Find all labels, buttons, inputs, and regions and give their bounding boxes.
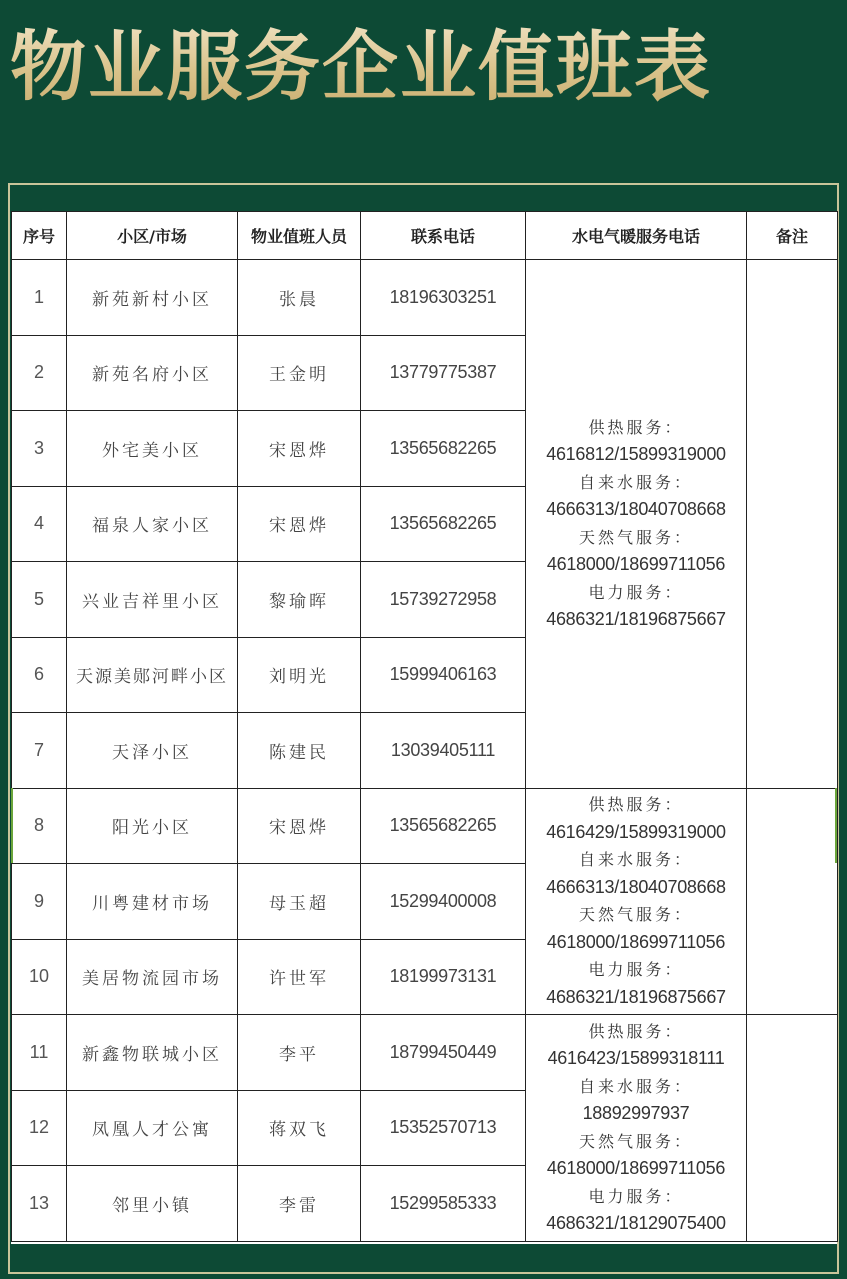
row-staff: 张晨 — [238, 260, 361, 336]
heat-label: 供热服务： — [588, 417, 684, 437]
row-phone: 15299400008 — [361, 864, 526, 940]
row-seq: 4 — [12, 486, 67, 562]
row-phone: 15352570713 — [361, 1090, 526, 1166]
row-staff: 许世军 — [238, 939, 361, 1015]
row-seq: 10 — [12, 939, 67, 1015]
header-phone: 联系电话 — [361, 212, 526, 260]
row-area: 新苑名府小区 — [67, 335, 238, 411]
heat-label: 供热服务： — [588, 795, 684, 815]
row-seq: 5 — [12, 562, 67, 638]
power-label: 电力服务： — [588, 582, 684, 602]
row-phone: 18199973131 — [361, 939, 526, 1015]
water-label: 自来水服务： — [578, 850, 693, 870]
header-area: 小区/市场 — [67, 212, 238, 260]
note-cell-group-2 — [747, 788, 838, 1015]
heat-phone: 4616812/15899319000 — [546, 444, 726, 465]
row-staff: 刘明光 — [238, 637, 361, 713]
row-highlight-right — [835, 788, 837, 863]
row-seq: 8 — [12, 788, 67, 864]
water-label: 自来水服务： — [578, 1076, 693, 1096]
power-label: 电力服务： — [588, 960, 684, 980]
row-phone: 18799450449 — [361, 1015, 526, 1091]
row-area: 新鑫物联城小区 — [67, 1015, 238, 1091]
row-area: 外宅美小区 — [67, 411, 238, 487]
gas-phone: 4618000/18699711056 — [546, 554, 726, 575]
power-phone: 4686321/18196875667 — [546, 986, 726, 1007]
gas-phone: 4618000/18699711056 — [546, 931, 726, 952]
heat-phone: 4616429/15899319000 — [546, 821, 726, 842]
row-seq: 3 — [12, 411, 67, 487]
row-staff: 王金明 — [238, 335, 361, 411]
row-phone: 15299585333 — [361, 1166, 526, 1242]
row-seq: 6 — [12, 637, 67, 713]
row-area: 阳光小区 — [67, 788, 238, 864]
header-note: 备注 — [747, 212, 838, 260]
row-phone: 13565682265 — [361, 486, 526, 562]
row-area: 天泽小区 — [67, 713, 238, 789]
power-phone: 4686321/18129075400 — [546, 1213, 726, 1234]
row-area: 福泉人家小区 — [67, 486, 238, 562]
row-phone: 13039405111 — [361, 713, 526, 789]
row-staff: 宋恩烨 — [238, 486, 361, 562]
row-area: 天源美郧河畔小区 — [67, 637, 238, 713]
row-staff: 李平 — [238, 1015, 361, 1091]
service-phones-group-2 — [526, 788, 747, 1015]
row-staff: 李雷 — [238, 1166, 361, 1242]
heat-label: 供热服务： — [588, 1021, 684, 1041]
duty-table — [11, 211, 838, 1242]
row-area: 新苑新村小区 — [67, 260, 238, 336]
table-row — [12, 788, 838, 864]
gas-label: 天然气服务： — [578, 527, 693, 547]
header-seq: 序号 — [12, 212, 67, 260]
gas-label: 天然气服务： — [578, 1131, 693, 1151]
row-phone: 13779775387 — [361, 335, 526, 411]
note-cell-group-1 — [747, 260, 838, 789]
service-phones-group-3 — [526, 1015, 747, 1242]
row-seq: 2 — [12, 335, 67, 411]
header-staff: 物业值班人员 — [238, 212, 361, 260]
row-area: 邻里小镇 — [67, 1166, 238, 1242]
row-staff: 蒋双飞 — [238, 1090, 361, 1166]
table-row — [12, 1015, 838, 1091]
heat-phone: 4616423/15899318111 — [547, 1048, 725, 1069]
row-seq: 12 — [12, 1090, 67, 1166]
bottom-band — [10, 1247, 837, 1271]
table-header-row — [12, 212, 838, 260]
row-area: 兴业吉祥里小区 — [67, 562, 238, 638]
gas-label: 天然气服务： — [578, 905, 693, 925]
power-label: 电力服务： — [588, 1186, 684, 1206]
row-staff: 宋恩烨 — [238, 788, 361, 864]
water-label: 自来水服务： — [578, 472, 693, 492]
row-area: 川粤建材市场 — [67, 864, 238, 940]
gas-phone: 4618000/18699711056 — [546, 1158, 726, 1179]
row-area: 美居物流园市场 — [67, 939, 238, 1015]
page-title: 物业服务企业值班表 — [10, 6, 712, 115]
row-area: 凤凰人才公寓 — [67, 1090, 238, 1166]
row-seq: 7 — [12, 713, 67, 789]
water-phone: 4666313/18040708668 — [546, 876, 726, 897]
row-seq: 13 — [12, 1166, 67, 1242]
row-phone: 13565682265 — [361, 788, 526, 864]
service-phones-group-1 — [526, 260, 747, 789]
row-staff: 宋恩烨 — [238, 411, 361, 487]
row-staff: 黎瑜晖 — [238, 562, 361, 638]
row-staff: 母玉超 — [238, 864, 361, 940]
table-row — [12, 260, 838, 336]
row-seq: 1 — [12, 260, 67, 336]
row-seq: 9 — [12, 864, 67, 940]
water-phone: 4666313/18040708668 — [546, 499, 726, 520]
row-phone: 15999406163 — [361, 637, 526, 713]
power-phone: 4686321/18196875667 — [546, 609, 726, 630]
row-phone: 15739272958 — [361, 562, 526, 638]
water-phone: 18892997937 — [582, 1103, 690, 1124]
row-seq: 11 — [12, 1015, 67, 1091]
header-service-phone: 水电气暖服务电话 — [526, 212, 747, 260]
row-highlight-left — [11, 788, 13, 863]
row-staff: 陈建民 — [238, 713, 361, 789]
row-phone: 13565682265 — [361, 411, 526, 487]
note-cell-group-3 — [747, 1015, 838, 1242]
row-phone: 18196303251 — [361, 260, 526, 336]
